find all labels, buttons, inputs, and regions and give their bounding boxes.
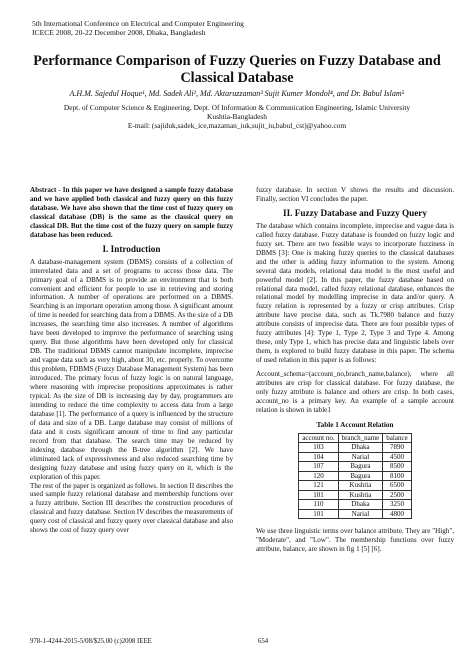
paper-title: Performance Comparison of Fuzzy Queries on Fuzzy Database and Classical Database [33, 53, 441, 86]
linguistic-terms-paragraph: We use three linguistic terms over balance attribute. They are "High", "Moderate", and "Low". The membership functions over fuzzy attribute, balance, are shown in fig 1 [5] [6]. [256, 527, 454, 554]
cell-account-no: 121 [299, 481, 338, 491]
cell-branch: Kushtia [338, 481, 383, 491]
page-number: 654 [258, 638, 269, 645]
cell-account-no: 110 [299, 500, 338, 510]
affiliation-location: Kushtia-Bangladesh [207, 112, 267, 122]
table-caption: Table 1 Account Relation [316, 420, 394, 429]
section-heading-introduction: I. Introduction [102, 243, 161, 254]
section-heading-fuzzy-database: II. Fuzzy Database and Fuzzy Query [283, 207, 427, 218]
cell-account-no: 101 [299, 509, 338, 519]
table-row [299, 509, 411, 519]
cell-branch: Dhaka [338, 500, 383, 510]
affiliation-dept: Dept. of Computer Science & Engineering, Dept. Of Information & Communication Engineering, Islamic University [63, 103, 411, 112]
cell-balance: 7890 [383, 443, 411, 453]
cell-account-no: 103 [299, 443, 338, 453]
cell-branch: Narial [338, 452, 383, 462]
left-column [30, 186, 233, 535]
intro-paragraph-1: A database-management system (DBMS) consists of a collection of interrelated data and a set of programs to access those data. The primary goal of a DBMS is to provide an environment that is both convenient and efficient for people to use in retrieving and storing information. A number of operations are performed on a DBMS. Searching is an important operation among those. A significant amount of time is needed for searching data from a DBMS. As the size of a DB increases, the searching time also increases. A number of algorithms have been developed to improve the performance of searching using query. But those algorithms have been developed only for classical DB. The traditional DBMS cannot manipulate incomplete, imprecise and vague data such as very high, about 30, etc. properly. To overcome this problem, FDBMS (Fuzzy Database Management System) has been introduced. The primary focus of fuzzy logic is on natural language, where reasoning with imprecise propositions approximates is rather typical. As the size of DB is increasing day by day, programmers are intending to reduce the time complexity to access data from a large database [1]. The performance of a query is influenced by the structure of data and size of a DB. Large database may consist of millions of data and it costs significant amount of time to find any particular record from that database. The search time may be reduced by indexing database through the B-tree algorithm [2]. We have eliminated lack of expressiveness and also reduced searching time by designing fuzzy database and using fuzzy query on it, which is the exploration of this paper. [30, 257, 233, 481]
cell-account-no: 101 [299, 490, 338, 500]
cell-branch: Kushtia [338, 490, 383, 500]
footer-isbn: 978-1-4244-2015-5/08/$25.00 (c)2008 IEEE [30, 638, 152, 645]
affiliation-email: E-mail: (sajiduk,sadek_ice,mazaman_iuk,sujit_iu,babul_cst)@yahoo.com [127, 121, 347, 131]
header-balance: balance [383, 433, 411, 443]
conference-header [32, 19, 244, 38]
cell-balance: 8500 [383, 462, 411, 472]
conference-date: ICECE 2008, 20-22 December 2008, Dhaka, Bangladesh [32, 28, 206, 38]
cell-balance: 4800 [383, 509, 411, 519]
cell-branch: Bagura [338, 462, 383, 472]
intro-continuation: fuzzy database. In section V shows the results and discussion. Finally, section VI concludes the paper. [256, 186, 454, 203]
header-branch-name: branch_name [338, 433, 383, 443]
author-list: A.H.M. Sajedul Hoque¹, Md. Sadek Ali², Md. Aktaruzzaman³ Sujit Kumer Mondol⁴, and Dr. Babul Islam⁵ [69, 89, 405, 98]
fuzzy-db-paragraph-2: Account_schema=(account_no,branch_name,balance), where all attributes are crisp for classical database. For fuzzy database, the only fuzzy attribute is balance and others are crisp. In both cases, account_no is a primary key. An example of a sample account relation is shown in table1 [256, 370, 454, 414]
table-row [299, 500, 411, 510]
table-row [299, 452, 411, 462]
cell-account-no: 104 [299, 452, 338, 462]
table-row [299, 443, 411, 453]
cell-balance: 6500 [383, 481, 411, 491]
table-row [299, 481, 411, 491]
abstract: Abstract - In this paper we have designed a sample fuzzy database and we have applied both classical and fuzzy query on this fuzzy database. We have also shown that the time cost of fuzzy query on classical database (DB) is the same as the classical query on classical DB. But the time cost of the fuzzy query on sample fuzzy database has been reduced. [30, 186, 233, 239]
fuzzy-db-paragraph-1: The database which contains incomplete, imprecise and vague data is called fuzzy database. Fuzzy database is founded on fuzzy logic and fuzzy set. There are two feasible ways to incorporate fuzziness in DBMS [3]: One is making fuzzy queries to the classical databases and the other is adding fuzzy information to the system. Among several data models, relational data model is the most useful and powerful model [2]. In this paper, the fuzzy database based on relational data model, called fuzzy relational database, enhances the relational model by modelling imprecise in data and/or query. A fuzzy relation is represented by a fuzzy or crisp attributes. Crisp attribute have precise data, such as Tk.7980 balance and fuzzy attribute consists of imprecise data. There are four possible types of fuzzy attributes [4]: Type 1, Type 2, Type 3 and Type 4. Among these, only Type 1, which has precise data and linguistic labels over them, is explored to build fuzzy database in this paper. The schema of used relation in this paper is as follows: [256, 221, 454, 365]
cell-branch: Dhaka [338, 443, 383, 453]
right-column [256, 186, 454, 554]
cell-account-no: 107 [299, 462, 338, 472]
header-account-no: account no. [299, 433, 338, 443]
intro-paragraph-2: The rest of the paper is organized as follows. In section II describes the used sample fuzzy relational database and membership functions over a fuzzy attribute. Section III describes the construction procedures of classical and fuzzy database. Section IV describes the measurements of query cost of classical and fuzzy query over classical database and also shows the cost of fuzzy query over [30, 481, 233, 535]
cell-balance: 2500 [383, 490, 411, 500]
cell-branch: Narial [338, 509, 383, 519]
affiliation [40, 103, 434, 131]
cell-account-no: 120 [299, 471, 338, 481]
account-relation-table [298, 433, 411, 520]
table-row [299, 490, 411, 500]
cell-balance: 4500 [383, 452, 411, 462]
cell-balance: 8100 [383, 471, 411, 481]
conference-name: 5th International Conference on Electrical and Computer Engineering [32, 19, 244, 28]
cell-branch: Bagura [338, 471, 383, 481]
cell-balance: 3250 [383, 500, 411, 510]
table-header-row [299, 433, 411, 443]
table-row [299, 471, 411, 481]
table-row [299, 462, 411, 472]
